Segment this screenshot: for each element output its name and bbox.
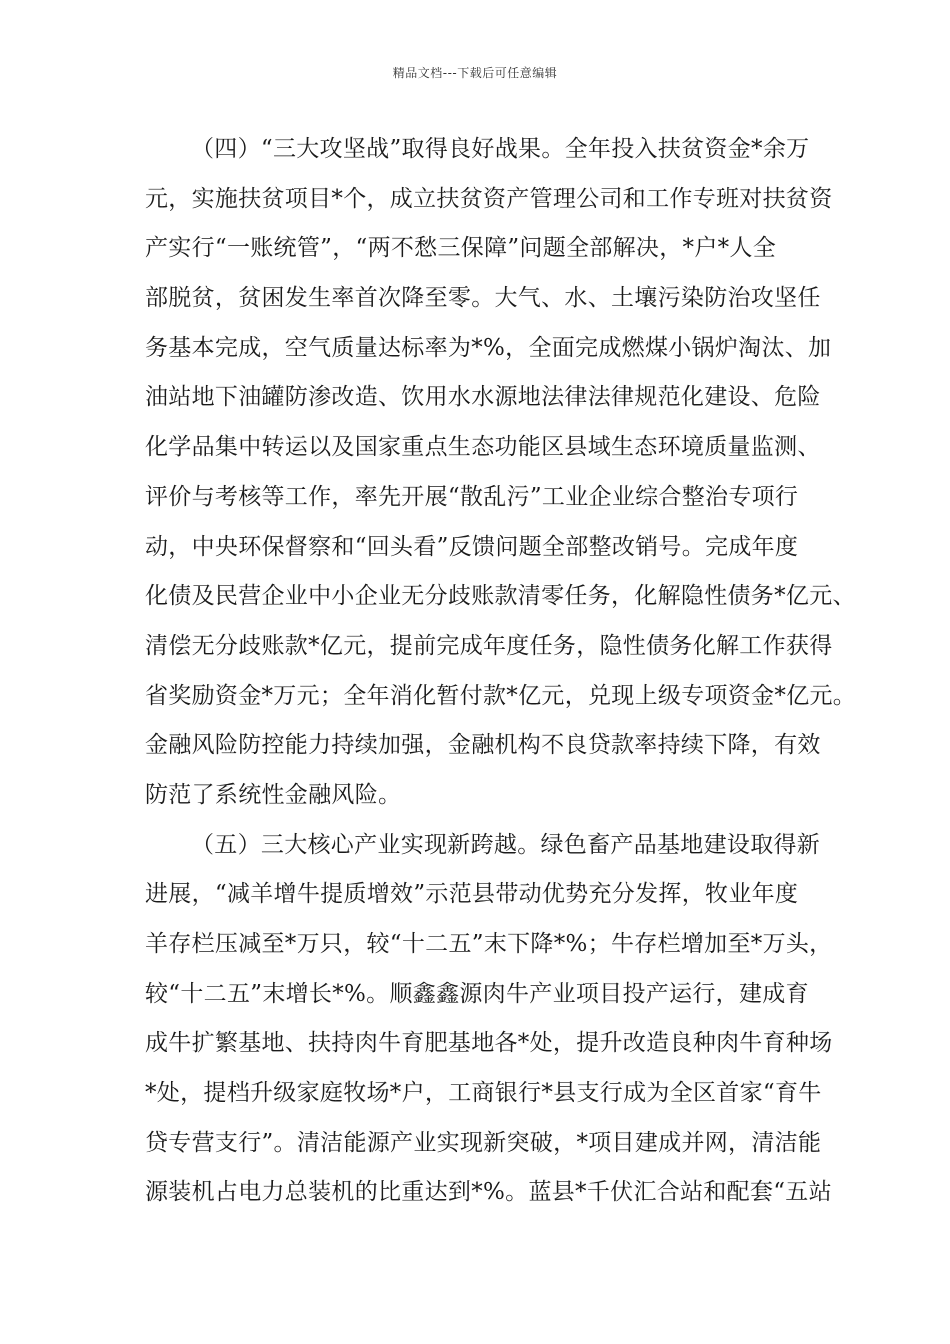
text-line: 清偿无分歧账款*亿元，提前完成年度任务，隐性债务化解工作获得 [145, 632, 833, 659]
text-line: 部脱贫，贫困发生率首次降至零。大气、水、土壤污染防治攻坚任 [145, 285, 821, 312]
text-line: 源装机占电力总装机的比重达到*%。蓝县*千伏汇合站和配套“五站 [145, 1179, 832, 1206]
document-body [145, 133, 857, 1226]
paragraph-5 [145, 829, 833, 1227]
text-line: 省奖励资金*万元；全年消化暂付款*亿元，兑现上级专项资金*亿元。 [145, 682, 857, 709]
text-line: 成牛扩繁基地、扶持肉牛育肥基地各*处，提升改造良种肉牛育种场 [145, 1030, 833, 1057]
paragraph-4 [145, 133, 857, 829]
text-line: 贷专营支行”。清洁能源产业实现新突破，*项目建成并网，清洁能 [145, 1129, 822, 1156]
text-line: 产实行“一账统管”，“两不愁三保障”问题全部解决，*户*人全 [145, 235, 777, 262]
text-line: （四）“三大攻坚战”取得良好战果。全年投入扶贫资金*余万 [191, 136, 810, 162]
text-line: 进展，“减羊增牛提质增效”示范县带动优势充分发挥，牧业年度 [145, 881, 799, 908]
text-line: （五）三大核心产业实现新跨越。绿色畜产品基地建设取得新 [191, 831, 821, 858]
text-line: 化学品集中转运以及国家重点生态功能区县域生态环境质量监测、 [145, 434, 821, 461]
text-line: 元，实施扶贫项目*个，成立扶贫资产管理公司和工作专班对扶贫资 [145, 185, 833, 212]
text-line: 务基本完成，空气质量达标率为*%，全面完成燃煤小锅炉淘汰、加 [145, 334, 832, 361]
text-line: 评价与考核等工作，率先开展“散乱污”工业企业综合整治专项行 [145, 483, 799, 510]
text-line: 金融风险防控能力持续加强，金融机构不良贷款率持续下降，有效 [145, 732, 821, 759]
text-line: 较“十二五”末增长*%。顺鑫鑫源肉牛产业项目投产运行，建成育 [145, 980, 809, 1007]
text-line: 羊存栏压减至*万只，较“十二五”末下降*%；牛存栏增加至*万头， [145, 931, 833, 957]
text-line: 动，中央环保督察和“回头看”反馈问题全部整改销号。完成年度 [145, 533, 799, 560]
text-line: *处，提档升级家庭牧场*户，工商银行*县支行成为全区首家“育牛 [145, 1080, 822, 1107]
text-line: 防范了系统性金融风险。 [145, 781, 402, 808]
text-line: 化债及民营企业中小企业无分歧账款清零任务，化解隐性债务*亿元、 [145, 583, 856, 610]
text-line: 油站地下油罐防渗改造、饮用水水源地法律法律规范化建设、危险 [145, 384, 821, 411]
page-header: 精品文档---下载后可任意编辑 [392, 66, 558, 80]
